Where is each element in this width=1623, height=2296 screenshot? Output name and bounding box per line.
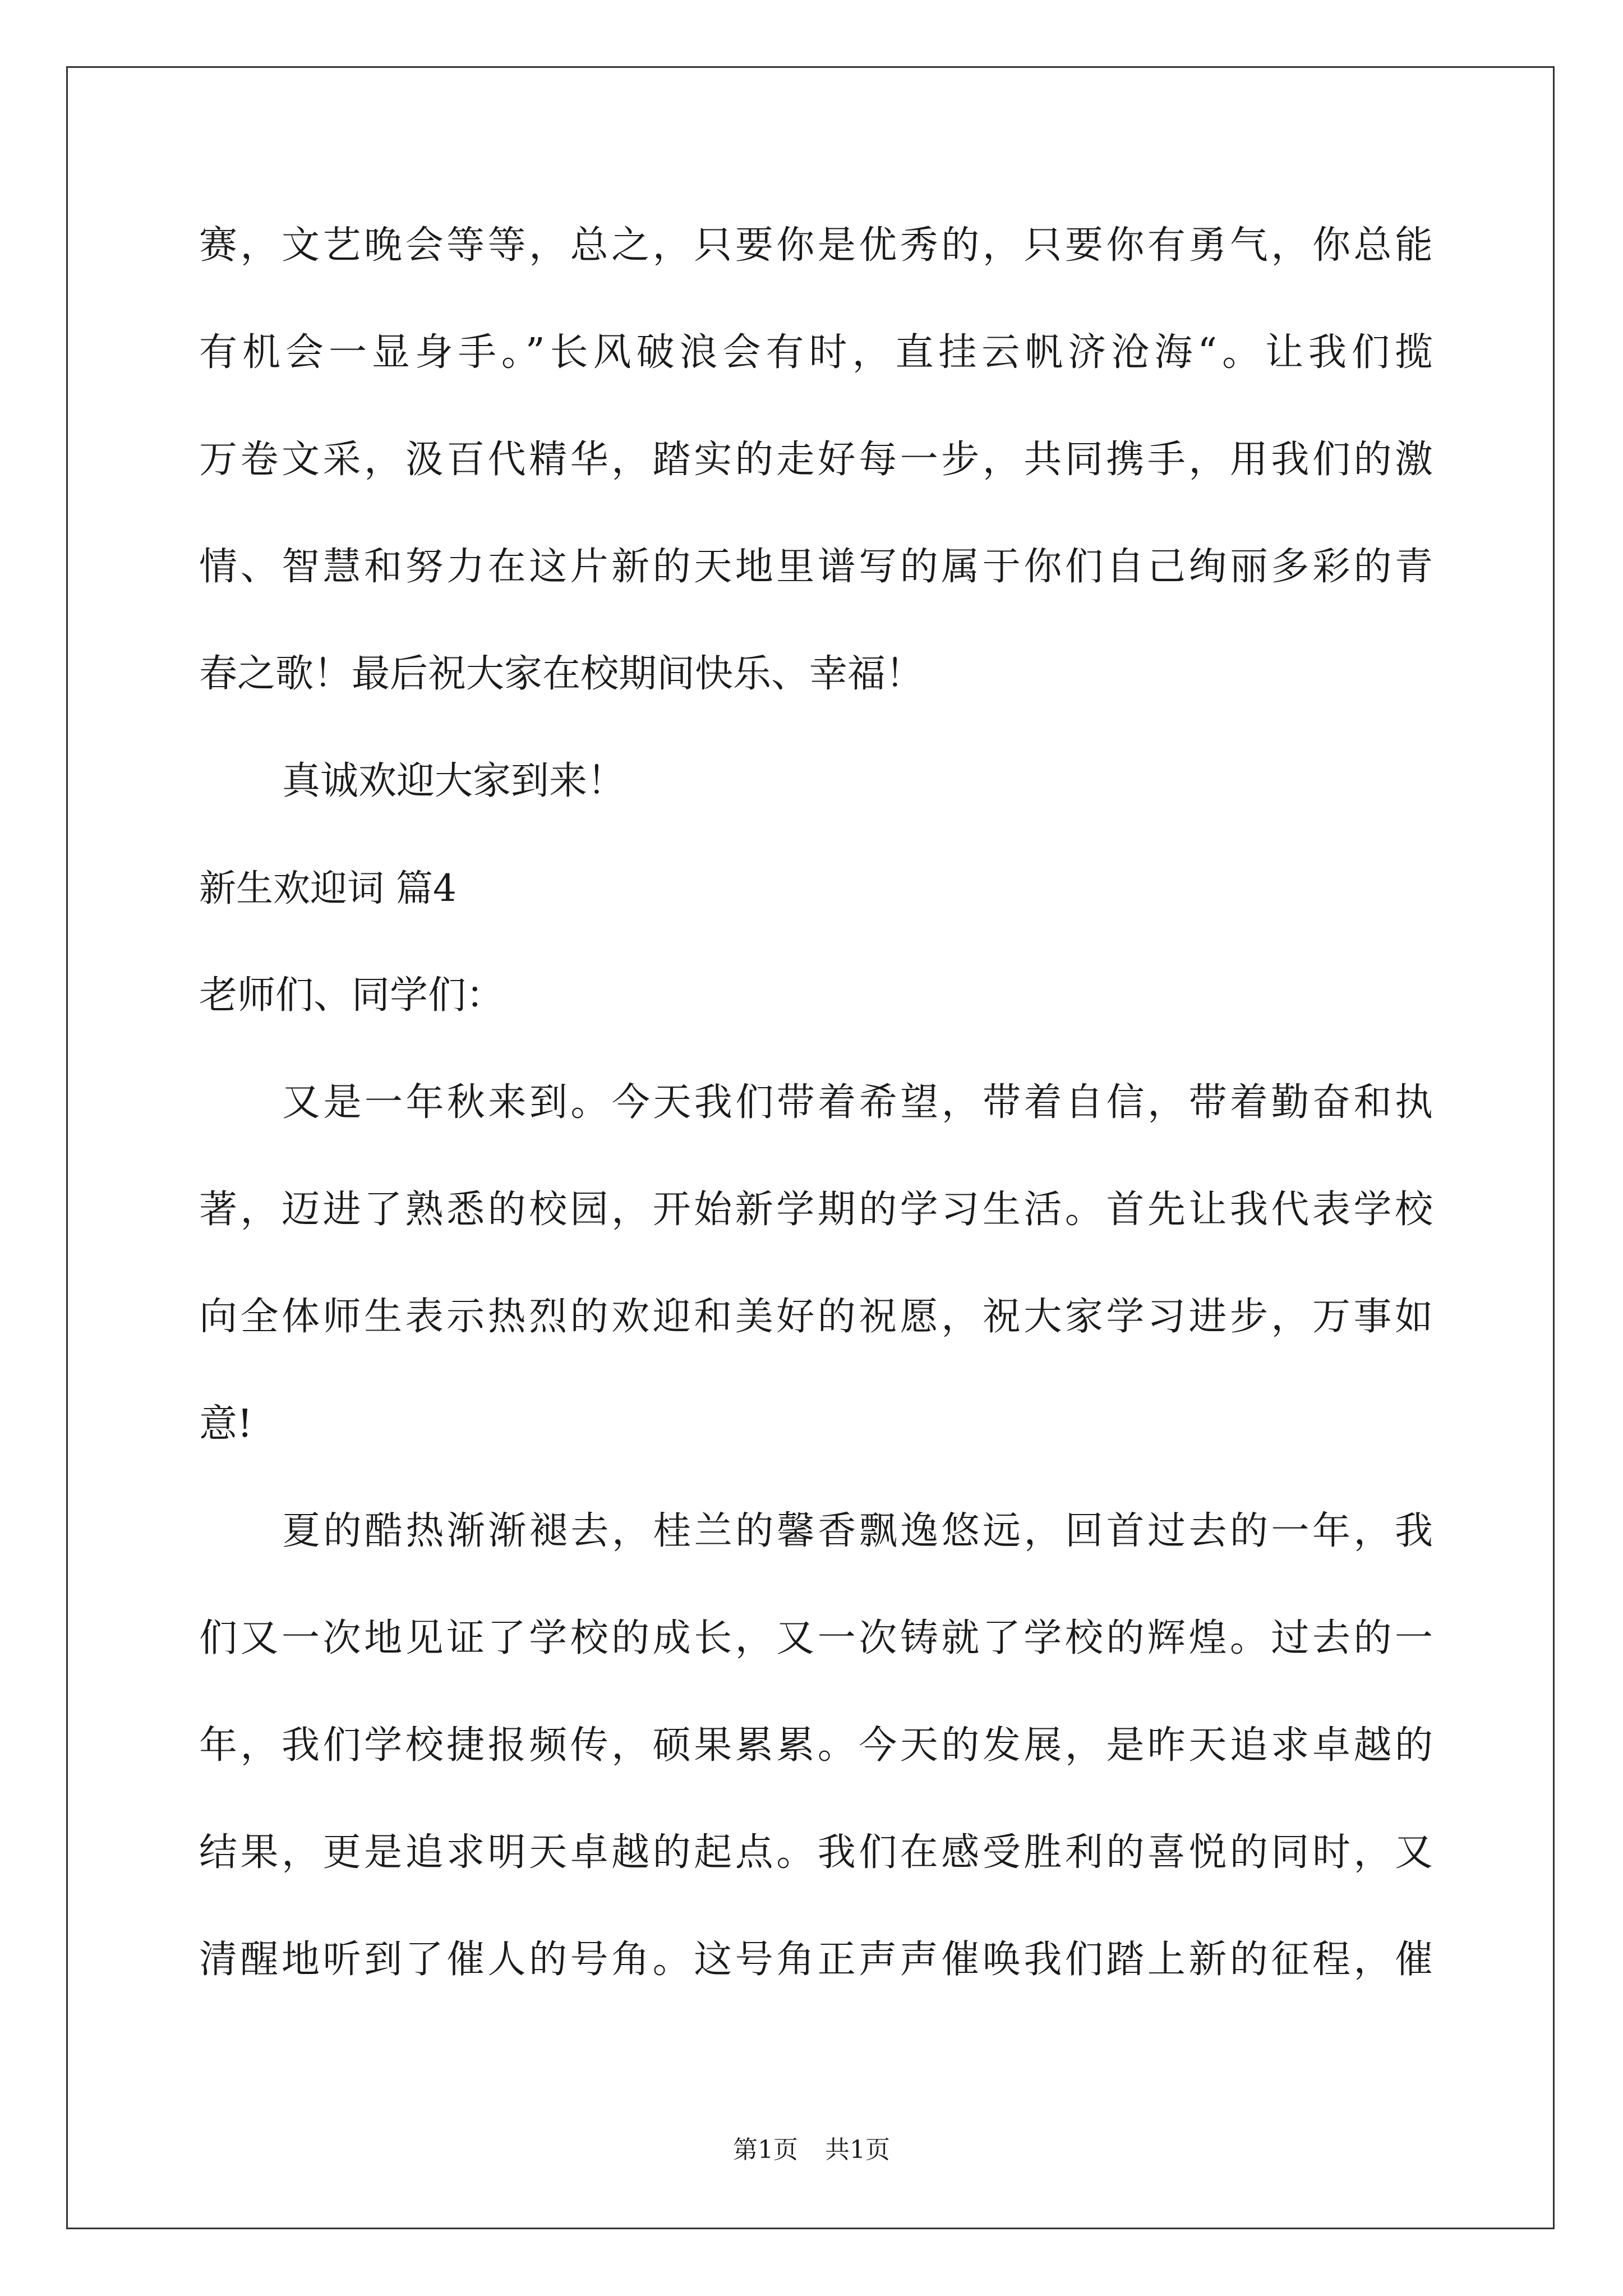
paragraph-line: 年，我们学校捷报频传，硕果累累。今天的发展，是昨天追求卓越的 <box>199 1723 1433 1768</box>
page-footer <box>0 2136 1623 2164</box>
paragraph-line: 又是一年秋来到。今天我们带着希望，带着自信，带着勤奋和执 <box>282 1080 1433 1125</box>
paragraph-line: 赛，文艺晚会等等，总之，只要你是优秀的，只要你有勇气，你总能 <box>199 223 1433 268</box>
salutation: 老师们、同学们： <box>199 973 505 1018</box>
document-body <box>199 222 1433 2043</box>
section-heading: 新生欢迎词 篇4 <box>199 867 457 910</box>
paragraph-line: 著，迈进了熟悉的校园，开始新学期的学习生活。首先让我代表学校 <box>199 1188 1433 1232</box>
paragraph-line: 们又一次地见证了学校的成长，又一次铸就了学校的辉煌。过去的一 <box>199 1616 1433 1660</box>
paragraph-line: 意! <box>199 1402 253 1446</box>
paragraph-line: 春之歌！最后祝大家在校期间快乐、幸福！ <box>199 652 924 696</box>
page-number: 第1页 <box>733 2136 798 2164</box>
paragraph-line: 有机会一显身手。”长风破浪会有时，直挂云帆济沧海“。让我们揽 <box>199 330 1433 375</box>
paragraph-line: 向全体师生表示热烈的欢迎和美好的祝愿，祝大家学习进步，万事如 <box>199 1295 1433 1339</box>
paragraph-line: 结果，更是追求明天卓越的起点。我们在感受胜利的喜悦的同时，又 <box>199 1830 1433 1875</box>
page-total: 共1页 <box>825 2136 890 2164</box>
paragraph-line: 万卷文采，汲百代精华，踏实的走好每一步，共同携手，用我们的激 <box>199 438 1433 482</box>
paragraph-line: 情、智慧和努力在这片新的天地里谱写的属于你们自己绚丽多彩的青 <box>199 545 1433 589</box>
paragraph-line: 夏的酷热渐渐褪去，桂兰的馨香飘逸悠远，回首过去的一年，我 <box>282 1509 1433 1553</box>
paragraph-line: 真诚欢迎大家到来！ <box>282 759 626 803</box>
paragraph-line: 清醒地听到了催人的号角。这号角正声声催唤我们踏上新的征程，催 <box>199 1938 1433 1982</box>
